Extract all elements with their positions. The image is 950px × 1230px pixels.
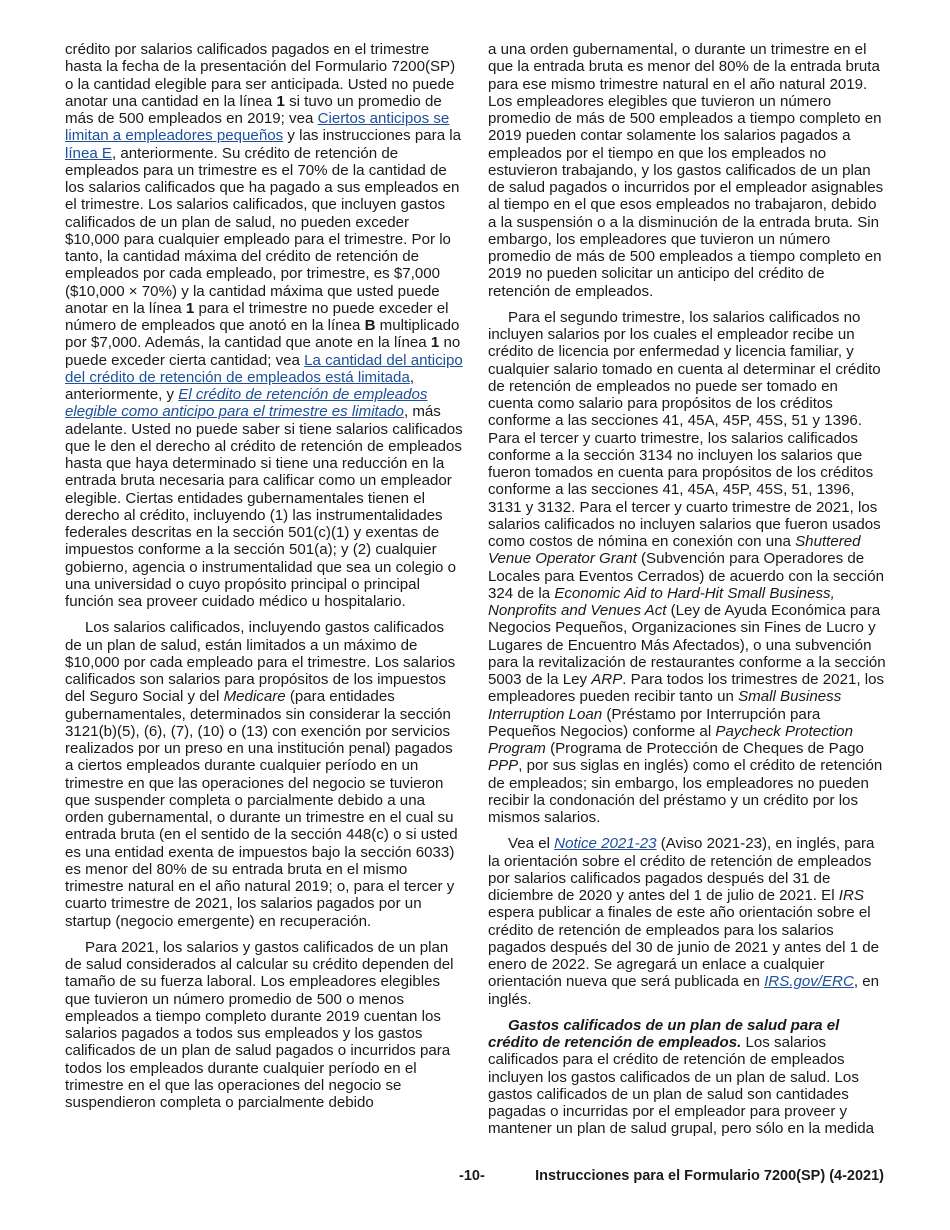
link-notice-2021-23[interactable]: Notice 2021-23: [554, 835, 657, 853]
link-line-e[interactable]: línea E: [65, 144, 112, 162]
paragraph-second-quarter-wages: [488, 309, 886, 827]
form-title: Instrucciones para el Formulario 7200(SP) (4-2021): [535, 1168, 884, 1184]
text-span: crédito por salarios calificados pagados en el trimestre hasta la fecha de la presentación del Formulario 7200(SP) o la cantidad elegible para ser anticipada. Usted no puede anotar una cantidad en la línea: [65, 41, 456, 110]
text-span: . Para todos los trimestres de 2021, los empleadores pueden recibir tanto un: [488, 671, 885, 706]
text-span: (para entidades gubernamentales, determinados sin considerar la sección 3121(b)(5), (6), (7), (10) o (13) con exención por servicios realizados por un preso en una institución penal) pagados a ciertos empleados durante cualquier período en un trimestre en que las operaciones del negocio se tuvieron que suspender completa o parcialmente debido a una orden gubernamental, o durante un trimestre en el cual su entrada bruta (en el sentido de la sección 448(c) o si usted es una entidad exenta de impuestos bajo la sección 6033) es menor del 80% de su entrada bruta en el mismo trimestre natural en el año natural 2019; o, para el tercer y cuarto trimestre de 2021, los salarios pagados por un startup (negocio emergente) en recuperación.: [65, 688, 458, 930]
text-span: (Programa de Protección de Cheques de Pago: [545, 740, 864, 757]
text-span: , por sus siglas en inglés) como el crédito de retención de empleados; sin embargo, los empleadores no pueden recibir la condonación del préstamo y un crédito por los mismos salarios.: [488, 757, 883, 826]
left-column: [65, 41, 463, 1111]
text-span: (Ley de Ayuda Económica para Negocios Pequeños, Organizaciones sin Fines de Lucro y Lugares de Encuentro Más Afectados), o una subvención para la revitalización de restaurantes conforme a la sección 5003 de la Ley: [488, 602, 886, 688]
text-span: si tuvo un promedio de más de 500 empleados en 2019; vea: [65, 92, 442, 127]
text-span: (Préstamo por Interrupción para Pequeños Negocios) conforme al: [488, 705, 821, 740]
text-span: (Aviso 2021-23), en inglés, para la orientación sobre el crédito de retención de empleados por salarios calificados pagados después del 31 de diciembre de 2020 y antes del 1 de julio de 2021. El: [488, 835, 875, 904]
paragraph-continued-government-order: [488, 41, 886, 300]
link-eligible-credit-limited[interactable]: El crédito de retención de empleados elegible como anticipo para el trimestre es limitado: [65, 386, 428, 421]
paragraph-notice-guidance: [488, 835, 886, 1008]
text-span: Vea el: [508, 835, 555, 853]
text-span: (Subvención para Operadores de Locales para Eventos Cerrados) de acuerdo con la sección 324 de la: [488, 550, 885, 602]
text-span: y las instrucciones para la: [283, 127, 462, 145]
text-span: , anteriormente. Su crédito de retención de empleados para un trimestre es el 70% de la cantidad de los salarios calificados que ha pagado a sus empleados en el trimestre. Los salarios calificados, que incluyen gastos calificados de un plan de salud, no pueden exceder $10,000 para cualquier empleado para el trimestre. Por lo tanto, la cantidad máxima del crédito de retención de empleados por cada empleado, por trimestre, es $7,000 ($10,000 × 70%) y la cantidad máxima que usted puede anotar en la línea: [65, 144, 460, 317]
paragraph-2021-workforce-size: [65, 939, 463, 1112]
page-number: -10-: [459, 1168, 485, 1184]
text-span: no puede exceder cierta cantidad; vea: [65, 334, 461, 369]
text-span: Para 2021, los salarios y gastos calificados de un plan de salud considerados al calcular su crédito dependen del tamaño de su fuerza laboral. Los empleadores elegibles que tuvieron un número promedio de 500 o menos empleados a tiempo completo durante 2019 cuentan los salarios pagados a todos sus empleados y los gastos calificados de un plan de salud pagados o incurridos para todos los empleados durante cualquier período en el trimestre en el que las operaciones del negocio se suspendieron completa o parcialmente debido: [65, 938, 454, 1111]
link-irs-gov-erc[interactable]: IRS.gov/ERC: [764, 973, 854, 991]
italic-term: IRS: [838, 887, 864, 904]
italic-term: Economic Aid to Hard-Hit Small Business, Nonprofits and Venues Act: [488, 584, 835, 619]
text-span: , en inglés.: [488, 973, 880, 1008]
text-span: multiplicado por $7,000. Además, la cantidad que anote en la línea: [65, 317, 460, 352]
italic-term: Shuttered Venue Operator Grant: [488, 533, 861, 568]
subheading-health-plan-expenses: Gastos calificados de un plan de salud para el crédito de retención de empleados.: [488, 1016, 840, 1051]
text-span: Los salarios calificados para el crédito de retención de empleados incluyen los gastos calificados de un plan de salud. Los gastos calificados de un plan de salud son cantidades pagadas o incurridas por el empleador para proveer y mantener un plan de salud grupal, pero sólo en la medida: [488, 1034, 874, 1138]
link-advance-amount-limited[interactable]: La cantidad del anticipo del crédito de retención de empleados está limitada: [65, 351, 463, 386]
line-ref-bold: 1: [430, 334, 440, 352]
italic-term: Paycheck Protection Program: [488, 722, 853, 757]
link-small-employers-advance[interactable]: Ciertos anticipos se limitan a empleadores pequeños: [65, 110, 450, 145]
text-span: , anteriormente, y: [65, 368, 415, 403]
right-column: [488, 41, 886, 1138]
text-span: espera publicar a finales de este año orientación sobre el crédito de retención de empleados para los salarios pagados después del 30 de junio de 2021 y antes del 1 de enero de 2022. Se agregará un enlace a cualquier orientación nueva que será publicada en: [488, 904, 880, 991]
paragraph-qualified-health-plan-expenses: [488, 1017, 886, 1138]
line-ref-bold: 1: [276, 92, 285, 110]
text-span: a una orden gubernamental, o durante un trimestre en el que la entrada bruta es menor del 80% de la entrada bruta para ese mismo trimestre natural en el año natural 2019. Los empleadores elegibles que tuvieron un número promedio de más de 500 empleados a tiempo completo en 2019 pueden contar solamente los salarios pagados a empleados por el tiempo en que los empleados no estuvieron trabajando, y los gastos calificados de un plan de salud pagados o incurridos por el empleador asignables al tiempo en el que esos empleados no trabajaron, debido a la suspensión o a la disminución de la entrada bruta. Sin embargo, los empleadores que tuvieron un número promedio de más de 500 empleados a tiempo completo en 2019 no pueden solicitar un anticipo del crédito de retención de empleados.: [488, 41, 884, 300]
italic-term: PPP: [488, 757, 519, 775]
paragraph-qualified-wages-credit: [65, 41, 463, 610]
paragraph-qualified-wages-limit: [65, 619, 463, 930]
line-ref-bold: 1: [185, 299, 195, 317]
line-ref-bold: B: [364, 317, 376, 334]
text-span: para el trimestre no puede exceder el número de empleados que anotó en la línea: [65, 299, 449, 334]
italic-term: Medicare: [223, 688, 286, 706]
text-span: Para el segundo trimestre, los salarios calificados no incluyen salarios por los cuales el empleador recibe un crédito de licencia por enfermedad y licencia familiar, y cualquier salario tomado en cuenta al determinar el crédito de retención de empleados no puede ser tomado en cuenta como salario para propósitos de los créditos conforme a las secciones 41, 45A, 45P, 45S, 51 y 1396. Para el tercer y cuarto trimestre, los salarios calificados conforme a la sección 3134 no incluyen los salarios que fueron tomados en cuenta para propósitos de los créditos conforme a las secciones 41, 45A, 45P, 45S, 51, 1396, 3131 y 3132. Para el tercer y cuarto trimestre de 2021, los salarios calificados no incluyen salarios que fueron usados como costos de nómina en conexión con una: [488, 308, 881, 550]
text-span: Los salarios calificados, incluyendo gastos calificados de un plan de salud, están limitados a un máximo de $10,000 por cada empleado para el trimestre. Los salarios calificados son salarios para propósitos de los impuestos del Seguro Social y del: [65, 619, 456, 706]
text-span: , más adelante. Usted no puede saber si tiene salarios calificados que le den el derecho al crédito de retención de empleados hasta que haya determinado si tiene una reducción en la entrada bruta necesaria para calificar como un empleador elegible. Ciertas entidades gubernamentales tienen el derecho al crédito, incluyendo (1) las instrumentalidades federales descritas en la sección 501(c)(1) y exentas de impuestos conforme a la sección 501(a); y (2) cualquier gobierno, agencia o instrumentalidad que sea un colegio o una universidad o cuyo propósito principal o principal función sea proveer cuidado médico u hospitalario.: [65, 403, 463, 610]
italic-term: ARP: [591, 671, 623, 688]
italic-term: Small Business Interruption Loan: [488, 688, 842, 723]
page-footer: [0, 1168, 950, 1188]
